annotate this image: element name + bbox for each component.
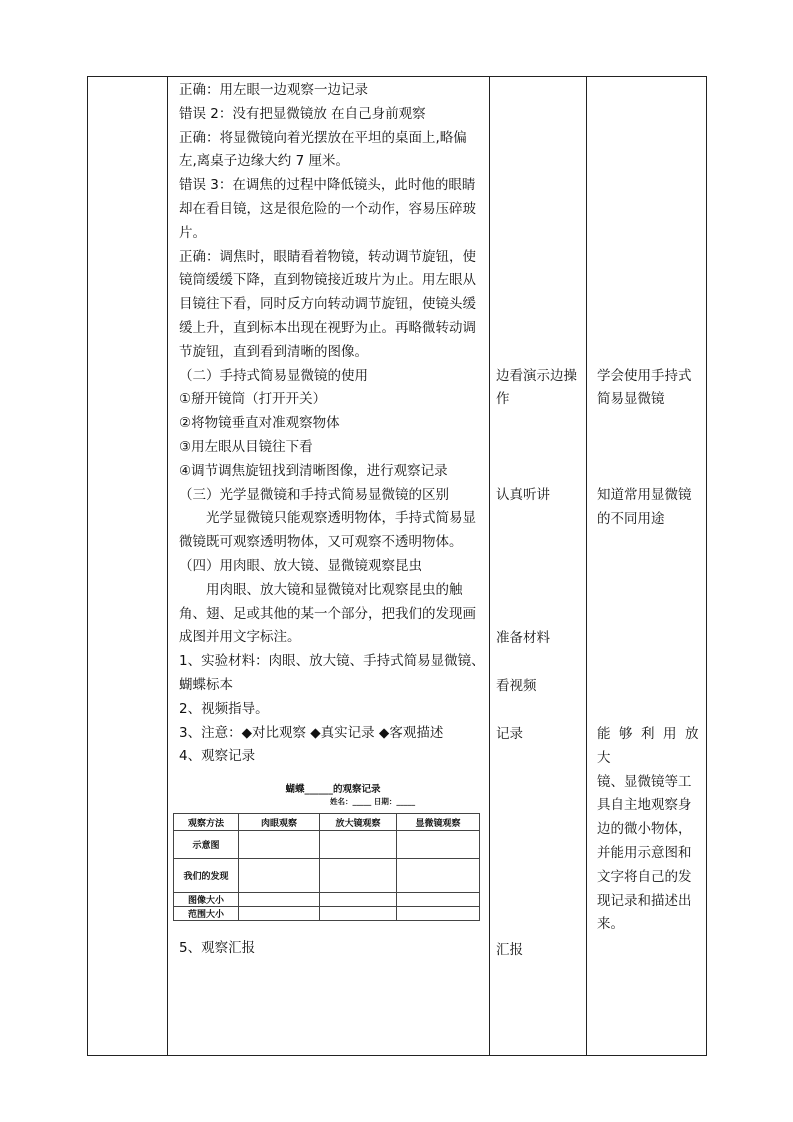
content-line: 左,离桌子边缘大约 7 厘米。 (179, 153, 349, 170)
record-cell[interactable] (320, 893, 397, 907)
content-line: 错误 2：没有把显微镜放 在自己身前观察 (179, 105, 426, 122)
activity-item: 准备材料 (496, 630, 550, 646)
content-line: ③用左眼从目镜往下看 (179, 438, 313, 455)
content-line: 光学显微镜只能观察透明物体，手持式简易显 (206, 510, 476, 527)
content-line: 节旋钮，直到看到清晰的图像。 (179, 343, 368, 360)
activity-item: 作 (496, 391, 510, 407)
intent-line: 并能用示意图和 (597, 844, 692, 861)
intent-line: 边的微小物体， (597, 821, 692, 838)
content-line: ①掰开镜筒（打开开关） (179, 391, 327, 408)
record-row-label: 我们的发现 (174, 859, 239, 893)
activity-item: 记录 (496, 726, 523, 742)
content-line: 2、视频指导。 (179, 700, 269, 717)
content-line: 正确：将显微镜向着光摆放在平坦的桌面上,略偏 (179, 129, 467, 146)
activity-item: 边看演示边操 (496, 368, 577, 384)
intent-line: 具自主地观察身 (597, 797, 692, 814)
content-line: ④调节调焦旋钮找到清晰图像，进行观察记录 (179, 462, 448, 479)
content-line: 正确：调焦时，眼睛看着物镜，转动调节旋钮，使 (179, 248, 476, 265)
record-cell[interactable] (320, 859, 397, 893)
intent-item: 知道常用显微镜 (597, 487, 692, 503)
content-line: 目镜往下看，同时反方向转动调节旋钮，使镜头缓 (179, 296, 476, 313)
record-cell[interactable] (239, 831, 320, 859)
content-line: 成图并用文字标注。 (179, 629, 301, 646)
record-cell[interactable] (239, 859, 320, 893)
content-line: 微镜既可观察透明物体，又可观察不透明物体。 (179, 534, 463, 551)
record-cell[interactable] (320, 907, 397, 921)
content-line: 角、翅、足或其他的某一个部分，把我们的发现画 (179, 605, 476, 622)
record-sheet-meta: 姓名：_____ 日期：_____ (330, 797, 416, 806)
content-line: （三）光学显微镜和手持式简易显微镜的区别 (179, 486, 449, 503)
content-line: 错误 3：在调焦的过程中降低镜头，此时他的眼睛 (179, 177, 476, 194)
record-cell[interactable] (397, 859, 480, 893)
content-line: 蝴蝶标本 (179, 676, 233, 693)
record-header: 放大镜观察 (320, 814, 397, 831)
intent-item: 学会使用手持式 (597, 368, 692, 384)
intent-item: 的不同用途 (597, 511, 665, 527)
content-line: ②将物镜垂直对准观察物体 (179, 415, 340, 432)
record-cell[interactable] (239, 893, 320, 907)
report-line: 5、观察汇报 (179, 940, 256, 956)
content-line: 正确：用左眼一边观察一边记录 (179, 82, 368, 98)
record-row-label: 图像大小 (174, 893, 239, 907)
intent-line: 镜、显微镜等工 (597, 773, 692, 790)
activity-item: 认真听讲 (496, 487, 550, 503)
content-line: 缓上升，直到标本出现在视野为止。再略微转动调 (179, 319, 476, 336)
intent-line: 文字将自己的发 (597, 868, 692, 885)
content-line: 1、实验材料：肉眼、放大镜、手持式简易显微镜、 (179, 653, 485, 670)
content-line: 用肉眼、放大镜和显微镜对比观察昆虫的触 (206, 581, 463, 598)
activity-item: 看视频 (496, 678, 537, 694)
content-line: 片。 (179, 224, 206, 241)
intent-line: 能够利用放大 (597, 726, 703, 766)
col-divider-1 (167, 77, 168, 1055)
content-line: 却在看目镜，这是很危险的一个动作，容易压碎玻 (179, 200, 476, 217)
activity-item: 汇报 (496, 942, 523, 958)
record-header: 肉眼观察 (239, 814, 320, 831)
record-header: 观察方法 (174, 814, 239, 831)
content-line: （四）用肉眼、放大镜、显微镜观察昆虫 (179, 557, 422, 574)
intent-line: 现记录和描述出 (597, 892, 692, 909)
record-cell[interactable] (397, 831, 480, 859)
content-line: 镜筒缓缓下降，直到物镜接近玻片为止。用左眼从 (179, 272, 476, 289)
record-header: 显微镜观察 (397, 814, 480, 831)
record-sheet-title: 蝴蝶______的观察记录 (285, 784, 381, 795)
intent-line: 来。 (597, 916, 624, 933)
col-divider-2 (489, 77, 490, 1055)
record-cell[interactable] (320, 831, 397, 859)
record-sheet-table (173, 813, 480, 921)
intent-block (597, 723, 703, 937)
content-line: （二）手持式简易显微镜的使用 (179, 367, 368, 384)
record-cell[interactable] (239, 907, 320, 921)
content-line: 4、观察记录 (179, 748, 256, 765)
record-cell[interactable] (397, 907, 480, 921)
record-row-label: 范围大小 (174, 907, 239, 921)
col-divider-3 (586, 77, 587, 1055)
content-line: 3、注意：◆对比观察 ◆真实记录 ◆客观描述 (179, 724, 444, 741)
intent-item: 简易显微镜 (597, 391, 665, 407)
record-row-label: 示意图 (174, 831, 239, 859)
record-cell[interactable] (397, 893, 480, 907)
